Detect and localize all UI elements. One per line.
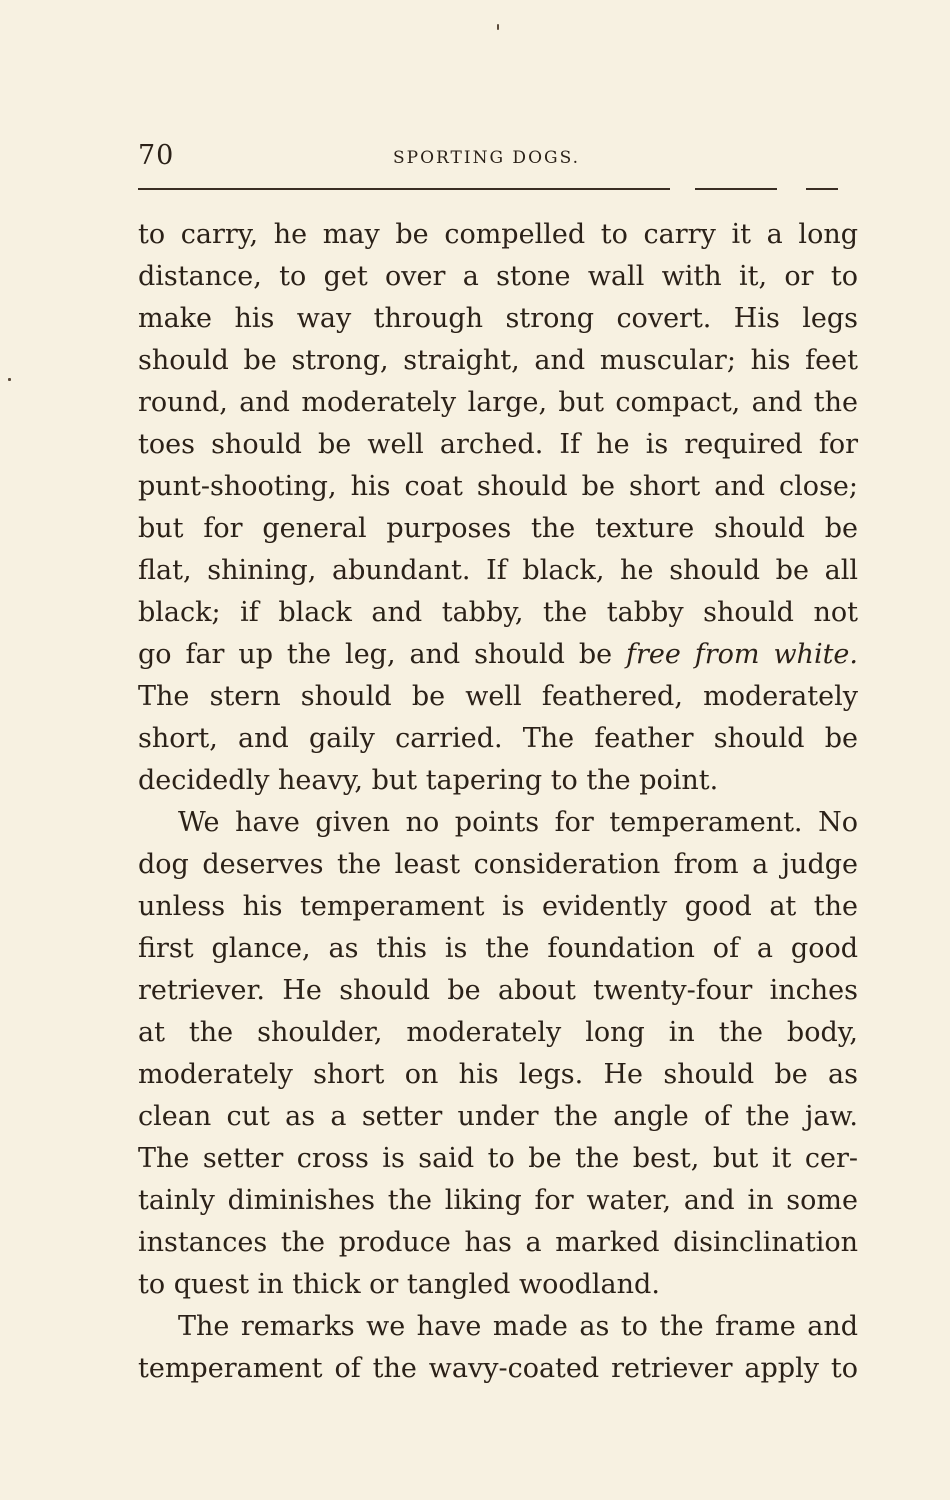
text-line: instances the produce has a marked disinclination [138, 1227, 858, 1258]
body-text [138, 214, 858, 1390]
text-line: black; if black and tabby, the tabby should not [138, 597, 858, 628]
text-line: retriever. He should be about twenty-four inches [138, 975, 858, 1006]
text-line: flat, shining, abundant. If black, he should be all [138, 555, 858, 586]
ink-speck [497, 24, 499, 30]
text-line: The setter cross is said to be the best, but it cer- [138, 1143, 858, 1174]
text-line: at the shoulder, moderately long in the body, [138, 1017, 858, 1048]
text-line: short, and gaily carried. The feather should be [138, 723, 858, 754]
text-line: dog deserves the least consideration from a judge [138, 849, 858, 880]
text-line: clean cut as a setter under the angle of the jaw. [138, 1101, 858, 1132]
text-line: first glance, as this is the foundation of a good [138, 933, 858, 964]
text-line: round, and moderately large, but compact, and the [138, 387, 858, 418]
ink-speck [8, 378, 11, 381]
italic-text-run: free from white. [626, 639, 858, 670]
running-head: SPORTING DOGS. [393, 148, 581, 168]
text-line: distance, to get over a stone wall with it, or to [138, 261, 858, 292]
text-line: tainly diminishes the liking for water, and in some [138, 1185, 858, 1216]
text-run: go far up the leg, and should be [138, 639, 627, 670]
text-line: temperament of the wavy-coated retriever apply to [138, 1353, 858, 1384]
text-line: decidedly heavy, but tapering to the point. [138, 765, 719, 796]
paragraph [138, 1306, 858, 1390]
text-line: should be strong, straight, and muscular; his feet [138, 345, 858, 376]
text-line: The remarks we have made as to the frame and [178, 1311, 858, 1342]
text-line: moderately short on his legs. He should be as [138, 1059, 858, 1090]
text-line: punt-shooting, his coat should be short and close; [138, 471, 858, 502]
text-line-with-italic [138, 634, 858, 676]
text-line: The stern should be well feathered, moderately [138, 681, 858, 712]
text-line: to quest in thick or tangled woodland. [138, 1269, 660, 1300]
text-line: to carry, he may be compelled to carry it a long [138, 219, 858, 250]
text-line: but for general purposes the texture should be [138, 513, 858, 544]
text-line: toes should be well arched. If he is required for [138, 429, 858, 460]
page-header [138, 140, 838, 176]
header-rule [806, 188, 838, 190]
page-number: 70 [138, 140, 175, 171]
text-line: make his way through strong covert. His legs [138, 303, 858, 334]
header-rule [138, 188, 670, 190]
text-line: We have given no points for temperament. No [178, 807, 858, 838]
paragraph [138, 802, 858, 1306]
text-line: unless his temperament is evidently good at the [138, 891, 858, 922]
paragraph [138, 214, 858, 802]
header-rule [695, 188, 777, 190]
